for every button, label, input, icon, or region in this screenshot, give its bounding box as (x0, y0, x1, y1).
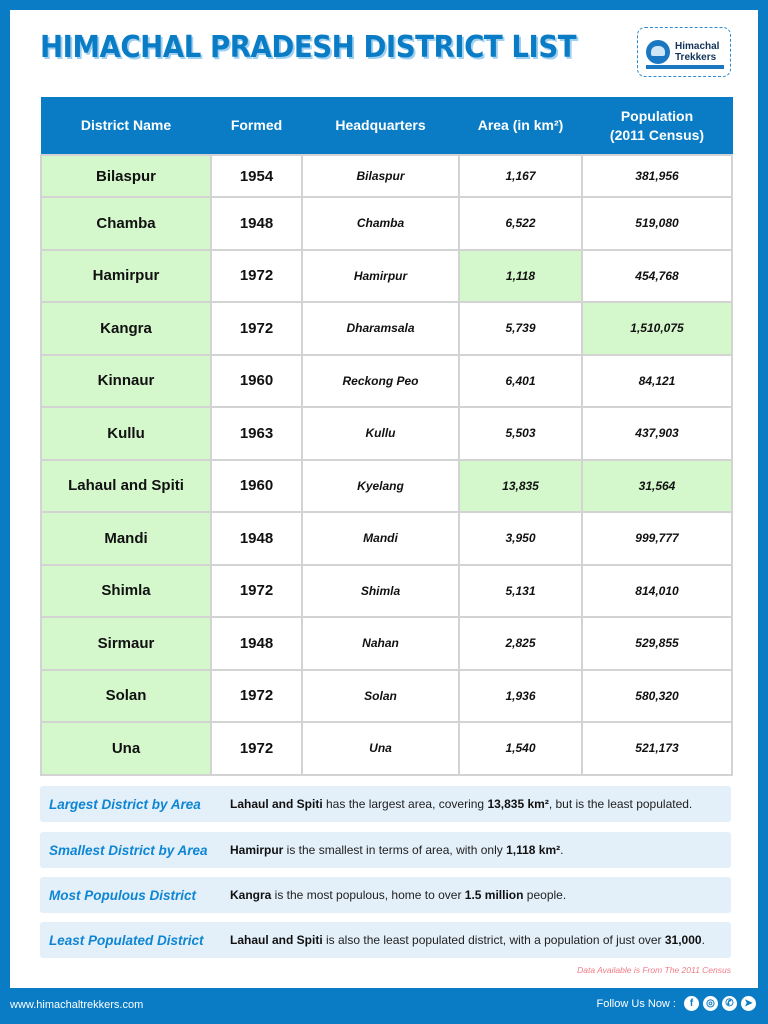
fact-body: people. (523, 888, 567, 902)
fact-smallest-district (40, 832, 731, 868)
formed-year: 1954 (211, 155, 302, 197)
facebook-icon[interactable]: f (684, 996, 699, 1011)
page-title: HIMACHAL PRADESH DISTRICT LIST (40, 30, 577, 65)
headquarters-highlight: Reckong Peo (302, 355, 459, 408)
population: 999,777 (582, 512, 732, 565)
formed-year: 1960 (211, 355, 302, 408)
headquarters: Mandi (302, 512, 459, 565)
fact-emphasis: 1.5 million (464, 888, 524, 902)
fact-label: Most Populous District (49, 887, 197, 903)
population: 580,320 (582, 670, 732, 723)
fact-body: is the smallest in terms of area, with only (283, 843, 507, 857)
headquarters: Kyelang (302, 460, 459, 513)
fact-emphasis: 31,000 (664, 933, 702, 947)
fact-body: . (701, 933, 705, 947)
population-header-line-1: Population (620, 107, 694, 124)
column-header-formed: Formed (211, 97, 302, 155)
fact-largest-district (40, 786, 731, 822)
table-row (41, 565, 732, 618)
headquarters: Shimla (302, 565, 459, 618)
population: 437,903 (582, 407, 732, 460)
formed-year: 1972 (211, 722, 302, 775)
follow-label: Follow Us Now : (596, 997, 676, 1010)
fact-label: Smallest District by Area (49, 842, 208, 858)
area: 5,131 (459, 565, 582, 618)
district-name: Una (41, 722, 211, 775)
formed-year: 1948 (211, 617, 302, 670)
district-name: Lahaul and Spiti (41, 460, 211, 513)
district-name: Sirmaur (41, 617, 211, 670)
brand-logo[interactable] (637, 27, 731, 77)
fact-emphasis: 13,835 km² (487, 797, 549, 811)
area-highlight-smallest: 1,118 (459, 250, 582, 303)
headquarters: Una (302, 722, 459, 775)
fact-text (221, 933, 705, 947)
formed-year: 1972 (211, 565, 302, 618)
population: 381,956 (582, 155, 732, 197)
area: 5,503 (459, 407, 582, 460)
population-highlight-most: 1,510,075 (582, 302, 732, 355)
fact-body: , but is the least populated. (548, 797, 693, 811)
fact-body: . (560, 843, 564, 857)
formed-year: 1972 (211, 670, 302, 723)
population-header-line-2: (2011 Census) (609, 126, 705, 143)
table-header-row (41, 97, 732, 155)
logo-text (675, 41, 719, 63)
fact-emphasis: Hamirpur (230, 843, 284, 857)
headquarters: Solan (302, 670, 459, 723)
column-header-headquarters: Headquarters (302, 97, 459, 155)
column-header-population (582, 97, 732, 155)
fact-label: Least Populated District (49, 932, 204, 948)
population: 521,173 (582, 722, 732, 775)
fact-least-populated (40, 922, 731, 958)
column-header-district: District Name (41, 97, 211, 155)
fact-text (221, 797, 692, 811)
district-name: Kangra (41, 302, 211, 355)
area: 1,540 (459, 722, 582, 775)
logo-line-2: Trekkers (675, 52, 717, 63)
headquarters: Hamirpur (302, 250, 459, 303)
district-name: Bilaspur (41, 155, 211, 197)
area: 1,936 (459, 670, 582, 723)
district-name: Chamba (41, 197, 211, 250)
formed-year: 1960 (211, 460, 302, 513)
fact-emphasis: Kangra (230, 888, 272, 902)
district-name: Mandi (41, 512, 211, 565)
district-table (40, 97, 733, 776)
column-header-area: Area (in km²) (459, 97, 582, 155)
fact-emphasis: 1,118 km² (506, 843, 561, 857)
population: 529,855 (582, 617, 732, 670)
district-name: Kinnaur (41, 355, 211, 408)
district-name: Hamirpur (41, 250, 211, 303)
logo-line-1: Himachal (675, 41, 720, 52)
formed-year: 1972 (211, 302, 302, 355)
population: 84,121 (582, 355, 732, 408)
table-row (41, 250, 732, 303)
headquarters: Chamba (302, 197, 459, 250)
table-row (41, 722, 732, 775)
area: 6,401 (459, 355, 582, 408)
table-row (41, 155, 732, 197)
fact-emphasis: Lahaul and Spiti (230, 797, 323, 811)
area: 1,167 (459, 155, 582, 197)
district-name: Shimla (41, 565, 211, 618)
headquarters: Bilaspur (302, 155, 459, 197)
table-row (41, 670, 732, 723)
area: 2,825 (459, 617, 582, 670)
fact-body: is the most populous, home to over (271, 888, 465, 902)
table-row (41, 197, 732, 250)
fact-body: is also the least populated district, with a population of just over (322, 933, 665, 947)
population-highlight-least: 31,564 (582, 460, 732, 513)
fact-emphasis: Lahaul and Spiti (230, 933, 323, 947)
headquarters: Dharamsala (302, 302, 459, 355)
district-name: Kullu (41, 407, 211, 460)
formed-year: 1948 (211, 197, 302, 250)
fact-body: has the largest area, covering (322, 797, 488, 811)
social-follow-bar (597, 996, 756, 1011)
table-row (41, 355, 732, 408)
fact-text (221, 843, 563, 857)
area: 5,739 (459, 302, 582, 355)
fact-text (221, 888, 566, 902)
whatsapp-icon[interactable]: ✆ (722, 996, 737, 1011)
population: 814,010 (582, 565, 732, 618)
table-row (41, 460, 732, 513)
table-row (41, 512, 732, 565)
formed-year: 1972 (211, 250, 302, 303)
formed-year: 1948 (211, 512, 302, 565)
fact-most-populous (40, 877, 731, 913)
data-source-footnote: Data Available is From The 2011 Census (577, 965, 731, 975)
fact-label: Largest District by Area (49, 796, 201, 812)
table-row (41, 302, 732, 355)
website-link[interactable]: www.himachaltrekkers.com (10, 999, 144, 1011)
area: 3,950 (459, 512, 582, 565)
district-name: Solan (41, 670, 211, 723)
population: 519,080 (582, 197, 732, 250)
formed-year: 1963 (211, 407, 302, 460)
headquarters-highlight: Nahan (302, 617, 459, 670)
area-highlight-largest: 13,835 (459, 460, 582, 513)
telegram-icon[interactable]: ➤ (741, 996, 756, 1011)
logo-tagline-strip (646, 65, 724, 69)
headquarters: Kullu (302, 407, 459, 460)
table-row (41, 407, 732, 460)
area: 6,522 (459, 197, 582, 250)
population: 454,768 (582, 250, 732, 303)
instagram-icon[interactable]: ◎ (703, 996, 718, 1011)
mountain-logo-icon (646, 40, 670, 64)
table-row (41, 617, 732, 670)
